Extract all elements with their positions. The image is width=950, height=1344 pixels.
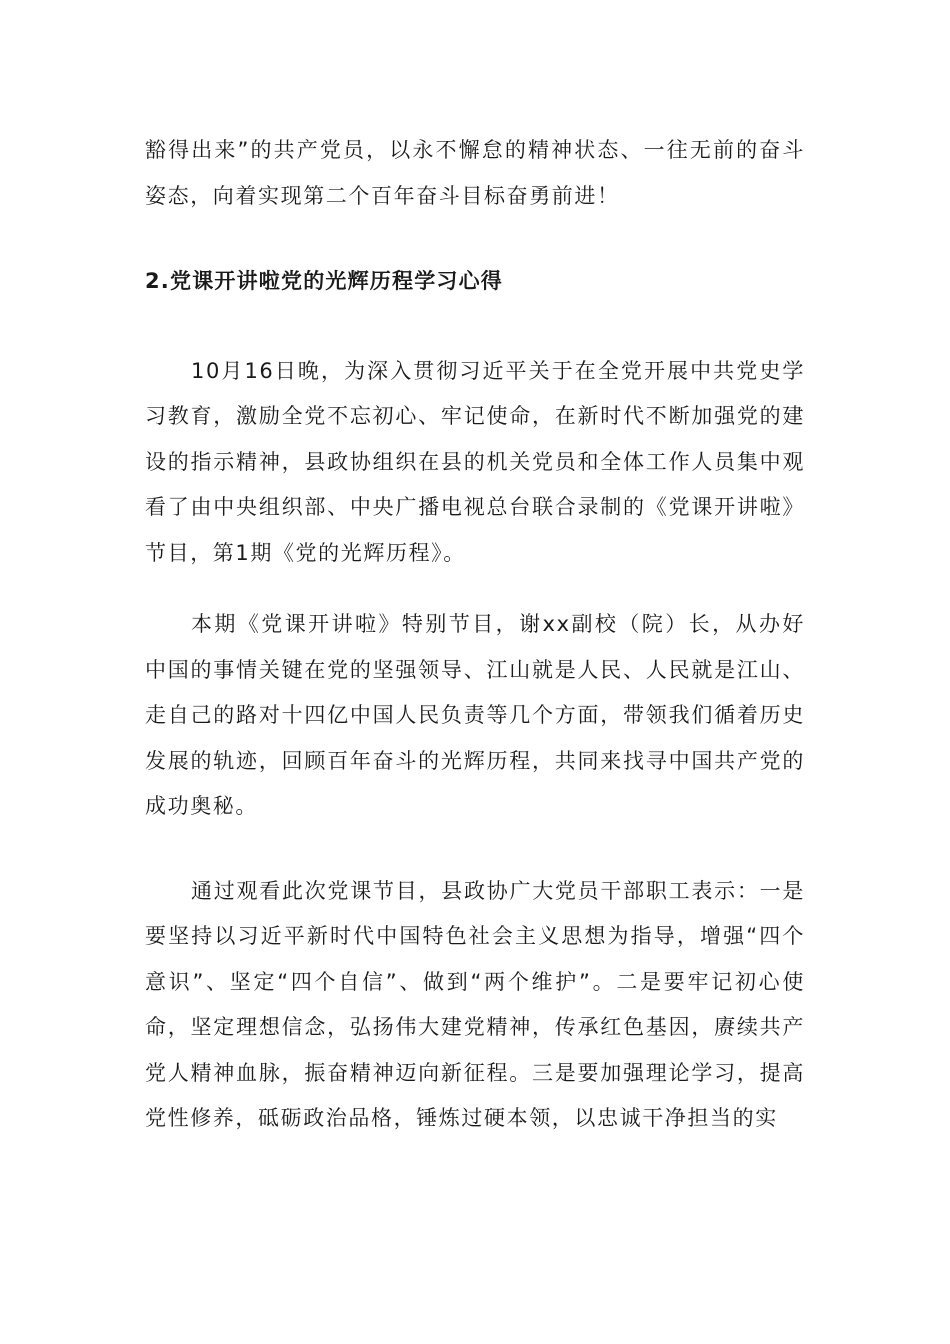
body-paragraph-3: 通过观看此次党课节目，县政协广大党员干部职工表示：一是要坚持以习近平新时代中国特色社会主义思想为指导，增强“四个意识”、坚定“四个自信”、做到“两个维护”。二是要牢记初心使命，坚定理想信念，弘扬伟大建党精神，传承红色基因，赓续共产党人精神血脉，振奋精神迈向新征程。三是要加强理论学习，提高党性修养，砥砺政治品格，锤炼过硬本领，以忠诚干净担当的实 xyxy=(145,878,805,1130)
spacer xyxy=(145,830,805,869)
spacer xyxy=(145,219,805,259)
continuation-paragraph: 豁得出来”的共产党员，以永不懈怠的精神状态、一往无前的奋斗姿态，向着实现第二个百年奋斗目标奋勇前进！ xyxy=(145,138,805,208)
spacer xyxy=(145,305,805,349)
section-heading: 2.党课开讲啦党的光辉历程学习心得 xyxy=(145,269,503,293)
spacer xyxy=(145,576,805,602)
body-paragraph-1: 10月16日晚，为深入贯彻习近平关于在全党开展中共党史学习教育，激励全党不忘初心、牢记使命，在新时代不断加强党的建设的指示精神，县政协组织在县的机关党员和全体工作人员集中观看了由中央组织部、中央广播电视总台联合录制的《党课开讲啦》节目，第1期《党的光辉历程》。 xyxy=(145,358,805,565)
document-body xyxy=(145,128,805,1142)
body-paragraph-2: 本期《党课开讲啦》特别节目，谢xx副校（院）长，从办好中国的事情关键在党的坚强领导、江山就是人民、人民就是江山、走自己的路对十四亿中国人民负责等几个方面，带领我们循着历史发展的轨迹，回顾百年奋斗的光辉历程，共同来找寻中国共产党的成功奥秘。 xyxy=(145,612,805,818)
